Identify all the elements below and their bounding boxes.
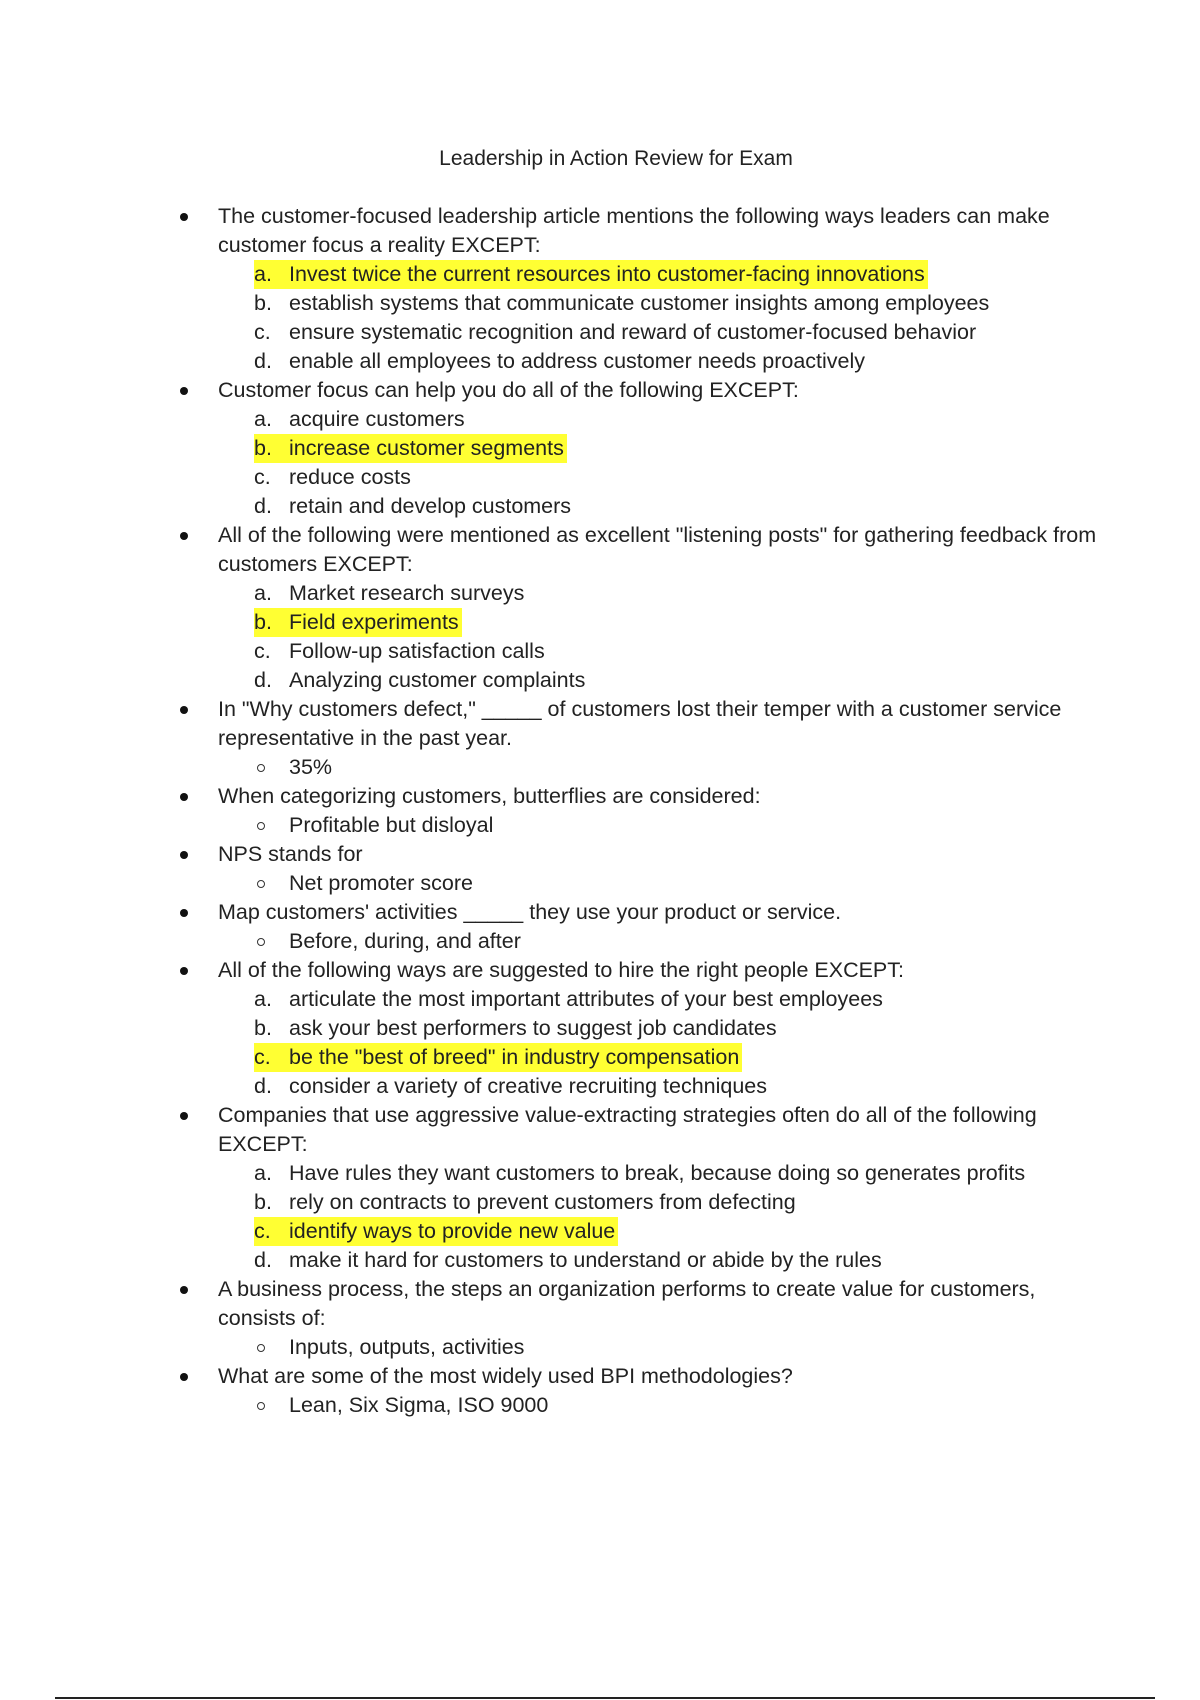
- option-content: [254, 407, 465, 431]
- option-letter: d.: [254, 1248, 272, 1272]
- answer-options: [180, 811, 1100, 840]
- question-text: All of the following ways are suggested to hire the right people EXCEPT:: [218, 958, 904, 982]
- question-list: [180, 202, 1100, 1420]
- question-text: NPS stands for: [218, 842, 363, 866]
- option-letter: c.: [254, 320, 271, 344]
- bullet-icon: [180, 532, 188, 540]
- answer-option: [254, 347, 1100, 376]
- bullet-icon: [180, 706, 188, 714]
- answer-option: [254, 927, 1100, 956]
- answer-option-highlighted: [254, 434, 1100, 463]
- option-letter: b.: [254, 291, 272, 315]
- option-content: [289, 929, 521, 953]
- hollow-bullet-icon: [257, 822, 265, 830]
- answer-option-highlighted: [254, 608, 1100, 637]
- bullet-icon: [180, 1112, 188, 1120]
- option-letter: c.: [254, 1045, 271, 1069]
- option-text: Market research surveys: [289, 581, 525, 605]
- question-text: Companies that use aggressive value-extracting strategies often do all of the following EXCEPT:: [218, 1103, 1037, 1156]
- option-text: Field experiments: [289, 610, 459, 634]
- question-item: [180, 695, 1100, 753]
- answer-option: [254, 463, 1100, 492]
- option-content: [254, 639, 545, 663]
- answer-options: [180, 753, 1100, 782]
- answer-option-highlighted: [254, 1217, 1100, 1246]
- answer-option-highlighted: [254, 260, 1100, 289]
- answer-option: [254, 1014, 1100, 1043]
- answer-option: [254, 1391, 1100, 1420]
- answer-option: [254, 492, 1100, 521]
- answer-options: [180, 1159, 1100, 1275]
- hollow-bullet-icon: [257, 1344, 265, 1352]
- answer-option: [254, 753, 1100, 782]
- option-content: [254, 1016, 777, 1040]
- bullet-icon: [180, 213, 188, 221]
- question-item: [180, 840, 1100, 869]
- option-letter: a.: [254, 1161, 272, 1185]
- option-content: [254, 1190, 796, 1214]
- hollow-bullet-icon: [257, 764, 265, 772]
- option-letter: b.: [254, 610, 272, 634]
- option-letter: d.: [254, 494, 272, 518]
- option-letter: b.: [254, 436, 272, 460]
- option-text: establish systems that communicate customer insights among employees: [289, 291, 990, 315]
- option-text: Inputs, outputs, activities: [289, 1335, 525, 1359]
- option-text: Follow-up satisfaction calls: [289, 639, 545, 663]
- option-content: [254, 465, 411, 489]
- option-text: rely on contracts to prevent customers from defecting: [289, 1190, 796, 1214]
- answer-option: [254, 1188, 1100, 1217]
- answer-options: [180, 260, 1100, 376]
- bullet-icon: [180, 1373, 188, 1381]
- answer-option: [254, 985, 1100, 1014]
- answer-options: [180, 985, 1100, 1101]
- bullet-icon: [180, 909, 188, 917]
- option-content: [254, 668, 586, 692]
- bottom-divider: [55, 1697, 1155, 1699]
- answer-option: [254, 666, 1100, 695]
- answer-options: [180, 869, 1100, 898]
- option-content: [289, 755, 332, 779]
- option-letter: c.: [254, 465, 271, 489]
- option-text: Before, during, and after: [289, 929, 521, 953]
- question-text: A business process, the steps an organization performs to create value for customers, consists of:: [218, 1277, 1036, 1330]
- option-content: [254, 1161, 1026, 1185]
- option-text: ensure systematic recognition and reward of customer-focused behavior: [289, 320, 977, 344]
- answer-options: [180, 1333, 1100, 1362]
- option-text: enable all employees to address customer needs proactively: [289, 349, 866, 373]
- question-text: When categorizing customers, butterflies are considered:: [218, 784, 761, 808]
- option-text: retain and develop customers: [289, 494, 572, 518]
- option-letter: a.: [254, 987, 272, 1011]
- answer-options: [180, 579, 1100, 695]
- question-text: All of the following were mentioned as excellent "listening posts" for gathering feedback from customers EXCEPT:: [218, 523, 1097, 576]
- bullet-icon: [180, 851, 188, 859]
- option-content: [254, 1043, 742, 1072]
- option-content: [289, 1335, 524, 1359]
- option-content: [254, 1217, 618, 1246]
- option-content: [254, 260, 928, 289]
- option-content: [254, 320, 977, 344]
- bullet-icon: [180, 1286, 188, 1294]
- option-text: consider a variety of creative recruiting techniques: [289, 1074, 768, 1098]
- answer-options: [180, 1391, 1100, 1420]
- option-content: [254, 987, 883, 1011]
- answer-option: [254, 318, 1100, 347]
- option-letter: d.: [254, 1074, 272, 1098]
- option-content: [289, 1393, 548, 1417]
- question-item: [180, 1275, 1100, 1333]
- option-content: [254, 434, 567, 463]
- answer-option-highlighted: [254, 1043, 1100, 1072]
- question-item: [180, 956, 1100, 985]
- answer-option: [254, 289, 1100, 318]
- answer-option: [254, 811, 1100, 840]
- answer-option: [254, 869, 1100, 898]
- option-text: Profitable but disloyal: [289, 813, 494, 837]
- option-text: identify ways to provide new value: [289, 1219, 616, 1243]
- question-item: [180, 521, 1100, 579]
- option-text: Lean, Six Sigma, ISO 9000: [289, 1393, 549, 1417]
- answer-options: [180, 405, 1100, 521]
- answer-option: [254, 1159, 1100, 1188]
- option-content: [254, 608, 462, 637]
- option-content: [289, 813, 493, 837]
- answer-option: [254, 579, 1100, 608]
- option-letter: b.: [254, 1016, 272, 1040]
- option-content: [254, 494, 572, 518]
- option-text: acquire customers: [289, 407, 465, 431]
- option-content: [254, 581, 525, 605]
- answer-option: [254, 1072, 1100, 1101]
- bullet-icon: [180, 387, 188, 395]
- answer-option: [254, 637, 1100, 666]
- option-letter: a.: [254, 407, 272, 431]
- option-content: [289, 871, 473, 895]
- bullet-icon: [180, 967, 188, 975]
- option-content: [254, 1248, 882, 1272]
- question-item: [180, 898, 1100, 927]
- question-text: Customer focus can help you do all of the following EXCEPT:: [218, 378, 799, 402]
- question-item: [180, 376, 1100, 405]
- option-letter: d.: [254, 668, 272, 692]
- option-letter: c.: [254, 639, 271, 663]
- option-letter: b.: [254, 1190, 272, 1214]
- option-text: articulate the most important attributes of your best employees: [289, 987, 883, 1011]
- option-text: increase customer segments: [289, 436, 564, 460]
- question-item: [180, 1362, 1100, 1391]
- question-text: Map customers' activities _____ they use your product or service.: [218, 900, 842, 924]
- hollow-bullet-icon: [257, 1402, 265, 1410]
- option-text: ask your best performers to suggest job candidates: [289, 1016, 777, 1040]
- answer-option: [254, 1333, 1100, 1362]
- option-text: Analyzing customer complaints: [289, 668, 586, 692]
- option-text: be the "best of breed" in industry compensation: [289, 1045, 740, 1069]
- option-letter: c.: [254, 1219, 271, 1243]
- option-letter: a.: [254, 581, 272, 605]
- option-content: [254, 291, 990, 315]
- option-letter: a.: [254, 262, 272, 286]
- option-letter: d.: [254, 349, 272, 373]
- question-text: The customer-focused leadership article mentions the following ways leaders can make customer focus a reality EXCEPT:: [218, 204, 1050, 257]
- option-text: Net promoter score: [289, 871, 474, 895]
- hollow-bullet-icon: [257, 938, 265, 946]
- bullet-icon: [180, 793, 188, 801]
- option-text: Have rules they want customers to break, because doing so generates profits: [289, 1161, 1026, 1185]
- hollow-bullet-icon: [257, 880, 265, 888]
- page-title: Leadership in Action Review for Exam: [439, 147, 793, 170]
- option-text: make it hard for customers to understand or abide by the rules: [289, 1248, 882, 1272]
- option-content: [254, 349, 866, 373]
- question-item: [180, 1101, 1100, 1159]
- question-item: [180, 202, 1100, 260]
- answer-option: [254, 405, 1100, 434]
- answer-options: [180, 927, 1100, 956]
- option-text: reduce costs: [289, 465, 411, 489]
- question-text: In "Why customers defect," _____ of customers lost their temper with a customer service representative in the past year.: [218, 697, 1062, 750]
- option-text: 35%: [289, 755, 333, 779]
- option-text: Invest twice the current resources into customer-facing innovations: [289, 262, 925, 286]
- option-content: [254, 1074, 768, 1098]
- question-item: [180, 782, 1100, 811]
- answer-option: [254, 1246, 1100, 1275]
- question-text: What are some of the most widely used BPI methodologies?: [218, 1364, 793, 1388]
